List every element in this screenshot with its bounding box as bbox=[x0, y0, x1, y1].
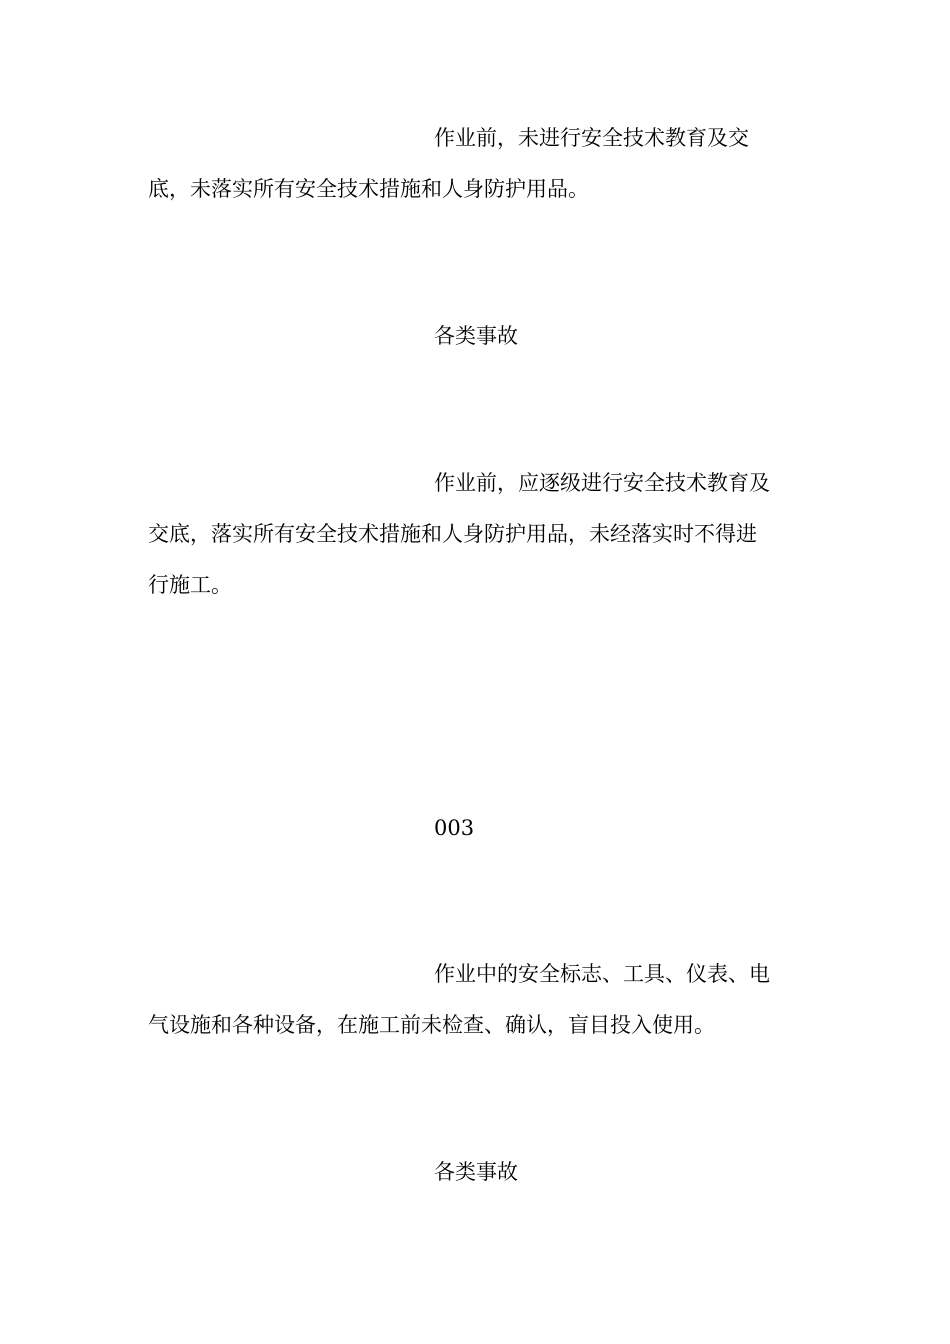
paragraph-3-line-2: 气设施和各种设备，在施工前未检查、确认，盲目投入使用。 bbox=[148, 1013, 715, 1037]
paragraph-2-line-1: 作业前，应逐级进行安全技术教育及 bbox=[434, 471, 770, 495]
section-heading-accidents: 各类事故 bbox=[434, 324, 518, 348]
paragraph-2-line-3: 行施工。 bbox=[148, 573, 232, 597]
item-number: 003 bbox=[434, 816, 475, 840]
paragraph-1-line-2: 底，未落实所有安全技术措施和人身防护用品。 bbox=[148, 177, 589, 201]
paragraph-1-line-1: 作业前，未进行安全技术教育及交 bbox=[434, 126, 749, 150]
paragraph-2-line-2: 交底，落实所有安全技术措施和人身防护用品，未经落实时不得进 bbox=[148, 522, 757, 546]
paragraph-3-line-1: 作业中的安全标志、工具、仪表、电 bbox=[434, 962, 770, 986]
section-heading-accidents-2: 各类事故 bbox=[434, 1160, 518, 1184]
